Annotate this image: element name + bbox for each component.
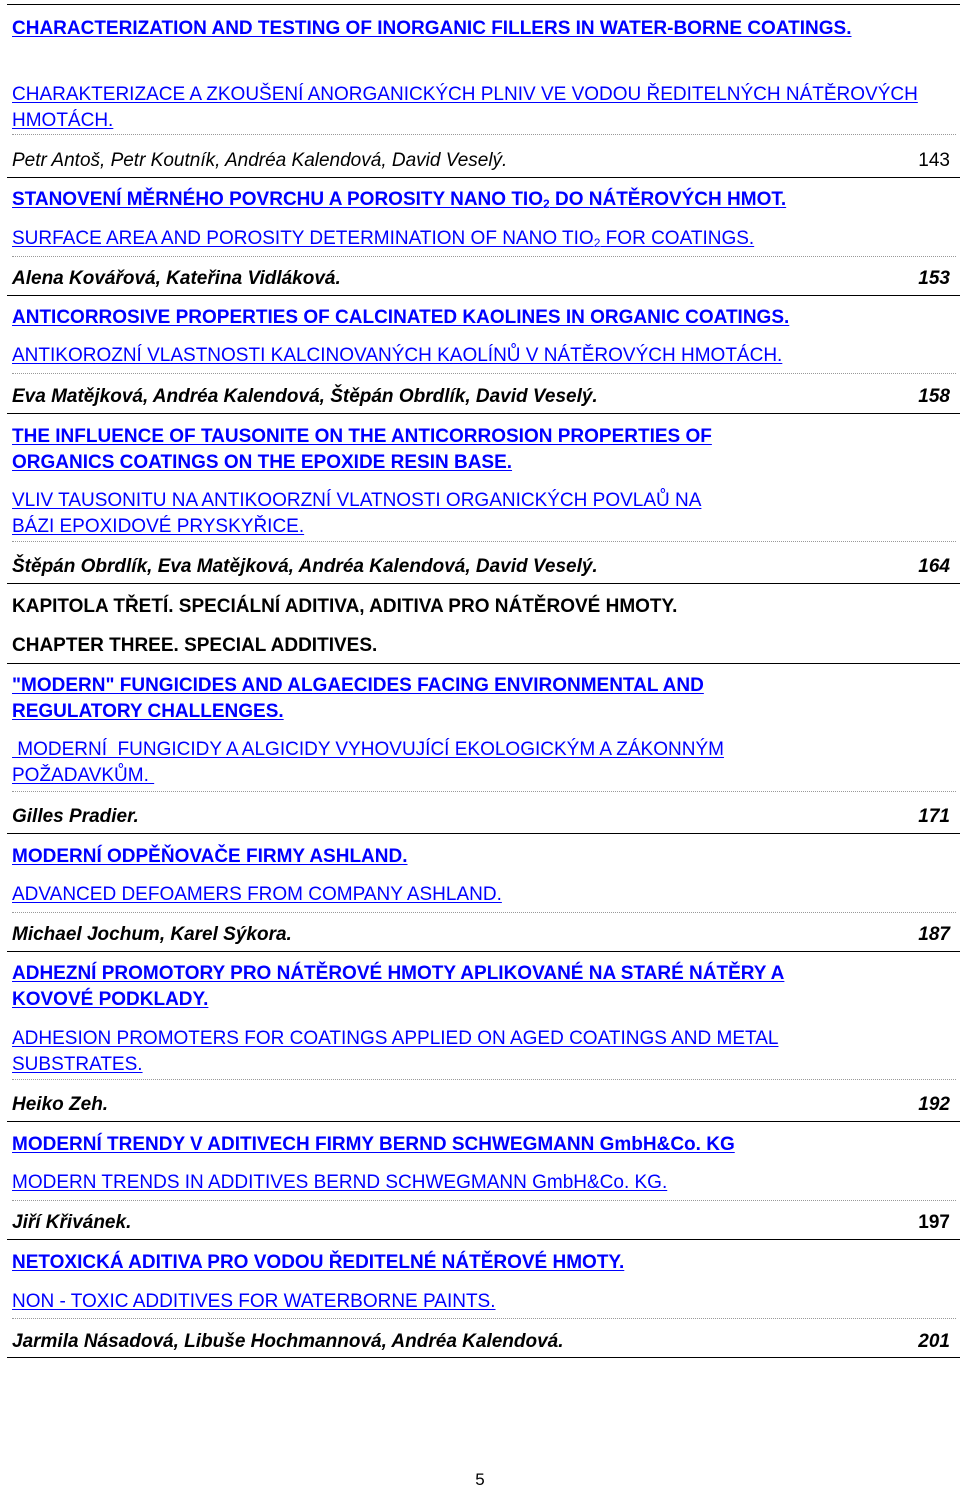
- solid-divider: [7, 833, 960, 834]
- dotted-divider: [12, 1200, 956, 1201]
- authors-text: Petr Antoš, Petr Koutník, Andréa Kalendová, David Veselý.: [12, 150, 508, 171]
- chapter-title: CHAPTER THREE. SPECIAL ADDITIVES.: [12, 635, 378, 656]
- toc-entry-title-en[interactable]: [12, 305, 956, 331]
- page-number: 192: [918, 1094, 950, 1115]
- toc-title-link[interactable]: ADHESION PROMOTERS FOR COATINGS APPLIED ON AGED COATINGS AND METAL: [12, 1028, 779, 1049]
- toc-entry-title-en[interactable]: [12, 882, 956, 908]
- toc-entry-title-cz[interactable]: [12, 82, 956, 134]
- toc-title-link[interactable]: MODERN TRENDS IN ADDITIVES BERND SCHWEGMANN GmbH&Co. KG.: [12, 1172, 668, 1193]
- solid-divider: [7, 663, 960, 664]
- page-number: 197: [918, 1212, 950, 1233]
- toc-entry-authors: [12, 266, 956, 292]
- toc-title-link[interactable]: CHARACTERIZATION AND TESTING OF INORGANIC FILLERS IN WATER-BORNE COATINGS.: [12, 18, 852, 39]
- toc-title-link[interactable]: BÁZI EPOXIDOVÉ PRYSKYŘICE.: [12, 516, 305, 537]
- toc-entry-title-cz[interactable]: [12, 844, 956, 870]
- toc-title-link[interactable]: DO NÁTĚROVÝCH HMOT.: [549, 189, 787, 210]
- dotted-divider: [12, 373, 956, 374]
- toc-entry-title-en[interactable]: [12, 673, 956, 725]
- chapter-heading-cz: [12, 594, 956, 620]
- chapter-title: KAPITOLA TŘETÍ. SPECIÁLNÍ ADITIVA, ADITIVA PRO NÁTĚROVÉ HMOTY.: [12, 596, 678, 617]
- toc-title-link[interactable]: ADHEZNÍ PROMOTORY PRO NÁTĚROVÉ HMOTY APLIKOVANÉ NA STARÉ NÁTĚRY A: [12, 963, 785, 984]
- toc-entry-title-en[interactable]: [12, 226, 956, 252]
- chapter-heading-en: [12, 633, 956, 659]
- page-footer-number: 5: [475, 1470, 485, 1489]
- toc-title-link[interactable]: POŽADAVKŮM.: [12, 765, 155, 786]
- toc-entry-title-cz[interactable]: [12, 187, 956, 213]
- toc-title-link[interactable]: "MODERN" FUNGICIDES AND ALGAECIDES FACING ENVIRONMENTAL AND: [12, 675, 704, 696]
- dotted-divider: [12, 1318, 956, 1319]
- authors-text: Štěpán Obrdlík, Eva Matějková, Andréa Kalendová, David Veselý.: [12, 556, 598, 577]
- toc-entry-title-en[interactable]: [12, 1170, 956, 1196]
- toc-entry-title-en[interactable]: [12, 1026, 956, 1078]
- solid-divider: [7, 177, 960, 178]
- authors-text: Eva Matějková, Andréa Kalendová, Štěpán Obrdlík, David Veselý.: [12, 386, 598, 407]
- toc-entry-authors: [12, 1092, 956, 1118]
- toc-entry-title-cz[interactable]: [12, 961, 956, 1013]
- page-number: 164: [918, 556, 950, 577]
- solid-divider: [7, 295, 960, 296]
- solid-divider: [7, 1121, 960, 1122]
- toc-title-link[interactable]: SURFACE AREA AND POROSITY DETERMINATION OF NANO TIO: [12, 228, 594, 249]
- dotted-divider: [12, 791, 956, 792]
- toc-title-link[interactable]: ANTIKOROZNÍ VLASTNOSTI KALCINOVANÝCH KAOLÍNŮ V NÁTĚROVÝCH HMOTÁCH.: [12, 345, 783, 366]
- toc-entry-authors: [12, 922, 956, 948]
- divider-line: [7, 4, 960, 5]
- toc-entry-title-cz[interactable]: [12, 1132, 956, 1158]
- authors-text: Heiko Zeh.: [12, 1094, 109, 1115]
- toc-entry-title-en[interactable]: [12, 1289, 956, 1315]
- page-number: 153: [918, 268, 950, 289]
- toc-title-link[interactable]: FOR COATINGS.: [600, 228, 755, 249]
- toc-entry-title-cz[interactable]: [12, 1250, 956, 1276]
- toc-title-link[interactable]: NON - TOXIC ADDITIVES FOR WATERBORNE PAINTS.: [12, 1291, 496, 1312]
- dotted-divider: [12, 256, 956, 257]
- dotted-divider: [12, 541, 956, 542]
- toc-entry-authors: [12, 1329, 956, 1355]
- page-number: 187: [918, 924, 950, 945]
- toc-entry-authors: [12, 804, 956, 830]
- page-number: 158: [918, 386, 950, 407]
- dotted-divider: [12, 912, 956, 913]
- toc-title-link[interactable]: SUBSTRATES.: [12, 1054, 143, 1075]
- dotted-divider: [12, 134, 956, 135]
- authors-text: Alena Kovářová, Kateřina Vidláková.: [12, 268, 341, 289]
- toc-entry-title-cz[interactable]: [12, 343, 956, 369]
- solid-divider: [7, 1239, 960, 1240]
- page-number: 143: [918, 150, 950, 171]
- toc-entry-authors: [12, 148, 956, 174]
- toc-entry-title-en[interactable]: [12, 16, 956, 42]
- subscript: 2: [543, 197, 550, 211]
- toc-title-link[interactable]: ADVANCED DEFOAMERS FROM COMPANY ASHLAND.: [12, 884, 502, 905]
- page-number: 171: [918, 806, 950, 827]
- toc-entry-title-en[interactable]: [12, 424, 956, 476]
- toc-title-link[interactable]: CHARAKTERIZACE A ZKOUŠENÍ ANORGANICKÝCH PLNIV VE VODOU ŘEDITELNÝCH NÁTĚROVÝCH HMOTÁCH.: [12, 84, 918, 131]
- subscript: 2: [593, 236, 601, 250]
- toc-title-link[interactable]: THE INFLUENCE OF TAUSONITE ON THE ANTICORROSION PROPERTIES OF: [12, 426, 712, 447]
- page-number: 201: [918, 1331, 950, 1352]
- toc-title-link[interactable]: ANTICORROSIVE PROPERTIES OF CALCINATED KAOLINES IN ORGANIC COATINGS.: [12, 307, 790, 328]
- authors-text: Gilles Pradier.: [12, 806, 139, 827]
- authors-text: Michael Jochum, Karel Sýkora.: [12, 924, 292, 945]
- authors-text: Jarmila Násadová, Libuše Hochmannová, Andréa Kalendová.: [12, 1331, 564, 1352]
- solid-divider: [7, 583, 960, 584]
- dotted-divider: [12, 1079, 956, 1080]
- toc-title-link[interactable]: STANOVENÍ MĚRNÉHO POVRCHU A POROSITY NANO TIO: [12, 189, 543, 210]
- toc-entry-authors: [12, 384, 956, 410]
- toc-title-link[interactable]: MODERNÍ FUNGICIDY A ALGICIDY VYHOVUJÍCÍ EKOLOGICKÝM A ZÁKONNÝM: [12, 739, 724, 760]
- toc-title-link[interactable]: KOVOVÉ PODKLADY.: [12, 989, 209, 1010]
- authors-text: Jiří Křivánek.: [12, 1212, 132, 1233]
- toc-entry-title-cz[interactable]: [12, 737, 956, 789]
- toc-title-link[interactable]: NETOXICKÁ ADITIVA PRO VODOU ŘEDITELNÉ NÁTĚROVÉ HMOTY.: [12, 1252, 625, 1273]
- toc-title-link[interactable]: VLIV TAUSONITU NA ANTIKOORZNÍ VLATNOSTI ORGANICKÝCH POVLAŮ NA: [12, 490, 702, 511]
- toc-title-link[interactable]: MODERNÍ ODPĚŇOVAČE FIRMY ASHLAND.: [12, 846, 408, 867]
- toc-title-link[interactable]: REGULATORY CHALLENGES.: [12, 701, 284, 722]
- toc-entry-title-cz[interactable]: [12, 488, 956, 540]
- solid-divider: [7, 951, 960, 952]
- toc-title-link[interactable]: ORGANICS COATINGS ON THE EPOXIDE RESIN BASE.: [12, 452, 513, 473]
- solid-divider: [7, 1357, 960, 1358]
- solid-divider: [7, 413, 960, 414]
- toc-entry-authors: [12, 1210, 956, 1236]
- toc-title-link[interactable]: MODERNÍ TRENDY V ADITIVECH FIRMY BERND SCHWEGMANN GmbH&Co. KG: [12, 1134, 735, 1155]
- toc-entry-authors: [12, 554, 956, 580]
